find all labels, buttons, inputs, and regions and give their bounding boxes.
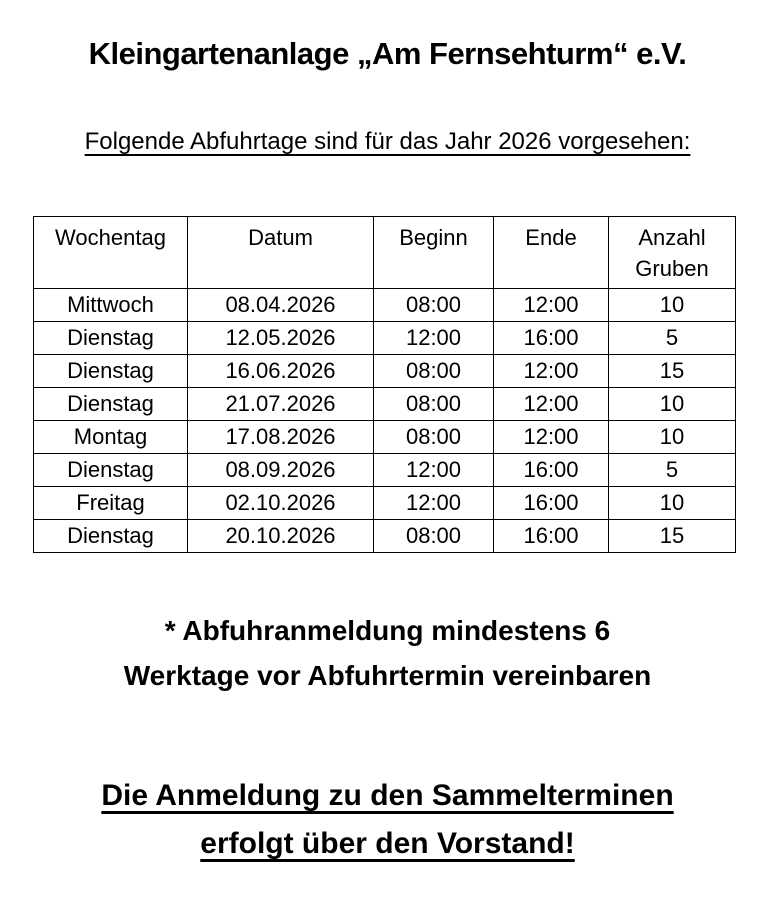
table-cell: 12:00 [374,487,494,520]
page-title: Kleingartenanlage „Am Fernsehturm“ e.V. [88,36,687,71]
column-header-wochentag: Wochentag [34,217,188,289]
registration-note [0,772,775,868]
table-cell: 08:00 [374,421,494,454]
table-row [34,421,736,454]
table-row [34,289,736,322]
table-cell: Dienstag [34,454,188,487]
asterisk-note [0,608,775,698]
table-cell: 12:00 [374,322,494,355]
table-cell: 16:00 [494,520,609,553]
table-cell: 08:00 [374,355,494,388]
table-cell: Dienstag [34,322,188,355]
table-cell: Dienstag [34,355,188,388]
column-header-ende: Ende [494,217,609,289]
asterisk-note-line2: Werktage vor Abfuhrtermin vereinbaren [123,660,652,691]
table-cell: 16:00 [494,487,609,520]
schedule-table-header [34,217,736,289]
table-cell: Dienstag [34,388,188,421]
table-cell: 21.07.2026 [188,388,374,421]
column-header-beginn: Beginn [374,217,494,289]
table-cell: 08:00 [374,520,494,553]
table-cell: 20.10.2026 [188,520,374,553]
table-cell: 08.09.2026 [188,454,374,487]
table-cell: 08:00 [374,289,494,322]
column-header-anzahl-gruben: Anzahl Gruben [609,217,736,289]
table-cell: 02.10.2026 [188,487,374,520]
table-cell: 5 [609,322,736,355]
table-cell: 15 [609,355,736,388]
table-cell: 12:00 [494,388,609,421]
table-cell: 5 [609,454,736,487]
table-row [34,520,736,553]
table-cell: 10 [609,487,736,520]
table-cell: Freitag [34,487,188,520]
table-cell: Montag [34,421,188,454]
table-cell: 10 [609,388,736,421]
table-cell: 12:00 [494,289,609,322]
asterisk-note-line1: * Abfuhranmeldung mindestens 6 [164,615,611,646]
table-cell: 17.08.2026 [188,421,374,454]
table-cell: 12:00 [494,355,609,388]
registration-note-line1: Die Anmeldung zu den Sammelterminen [101,779,674,812]
table-header-row [34,217,736,289]
table-cell: 10 [609,289,736,322]
table-row [34,487,736,520]
column-header-datum: Datum [188,217,374,289]
table-cell: 08:00 [374,388,494,421]
table-cell: 16.06.2026 [188,355,374,388]
table-row [34,355,736,388]
schedule-subtitle: Folgende Abfuhrtage sind für das Jahr 2026 vorgesehen: [84,128,691,155]
table-cell: 12:00 [494,421,609,454]
table-row [34,322,736,355]
schedule-table [33,216,736,553]
table-cell: 16:00 [494,454,609,487]
table-row [34,388,736,421]
table-cell: 16:00 [494,322,609,355]
registration-note-line2: erfolgt über den Vorstand! [200,827,575,860]
table-row [34,454,736,487]
table-cell: 12:00 [374,454,494,487]
table-cell: 08.04.2026 [188,289,374,322]
table-cell: 15 [609,520,736,553]
table-cell: 12.05.2026 [188,322,374,355]
table-cell: 10 [609,421,736,454]
table-cell: Mittwoch [34,289,188,322]
table-cell: Dienstag [34,520,188,553]
schedule-table-body [34,289,736,553]
